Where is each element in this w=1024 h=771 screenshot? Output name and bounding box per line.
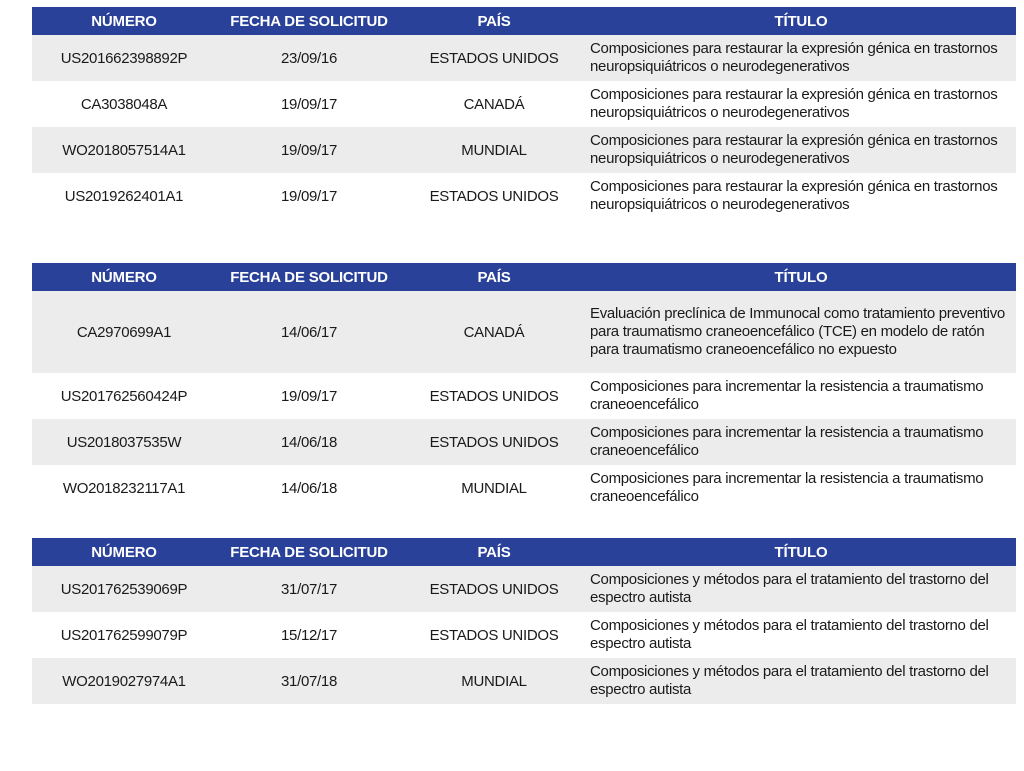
header-fecha: FECHA DE SOLICITUD — [216, 7, 402, 35]
cell-numero: US2018037535W — [32, 419, 216, 465]
cell-pais: ESTADOS UNIDOS — [402, 612, 586, 658]
cell-fecha: 14/06/17 — [216, 291, 402, 373]
cell-fecha: 15/12/17 — [216, 612, 402, 658]
cell-numero: US201762599079P — [32, 612, 216, 658]
cell-titulo: Composiciones para incrementar la resistencia a traumatismo craneoencefálico — [586, 419, 1016, 465]
cell-numero: WO2019027974A1 — [32, 658, 216, 704]
cell-pais: ESTADOS UNIDOS — [402, 373, 586, 419]
header-titulo: TÍTULO — [586, 263, 1016, 291]
cell-titulo: Evaluación preclínica de Immunocal como tratamiento preventivo para traumatismo craneoencefálico (TCE) en modelo de ratón para traumatismo craneoencefálico no expuesto — [586, 291, 1016, 373]
header-pais: PAÍS — [402, 7, 586, 35]
cell-numero: WO2018232117A1 — [32, 465, 216, 511]
cell-pais: MUNDIAL — [402, 127, 586, 173]
cell-pais: ESTADOS UNIDOS — [402, 566, 586, 612]
cell-numero: US201662398892P — [32, 35, 216, 81]
patent-table-2 — [32, 263, 1016, 511]
cell-pais: MUNDIAL — [402, 658, 586, 704]
cell-numero: WO2018057514A1 — [32, 127, 216, 173]
cell-pais: CANADÁ — [402, 81, 586, 127]
cell-fecha: 14/06/18 — [216, 419, 402, 465]
header-fecha: FECHA DE SOLICITUD — [216, 263, 402, 291]
table-row — [32, 419, 1016, 465]
cell-fecha: 14/06/18 — [216, 465, 402, 511]
cell-pais: ESTADOS UNIDOS — [402, 419, 586, 465]
table-header-row — [32, 7, 1016, 35]
table-row — [32, 127, 1016, 173]
patent-table-1 — [32, 7, 1016, 219]
table-row — [32, 465, 1016, 511]
patent-table-3 — [32, 538, 1016, 704]
cell-titulo: Composiciones para incrementar la resistencia a traumatismo craneoencefálico — [586, 465, 1016, 511]
cell-fecha: 31/07/18 — [216, 658, 402, 704]
cell-titulo: Composiciones para restaurar la expresión génica en trastornos neuropsiquiátricos o neurodegenerativos — [586, 35, 1016, 81]
header-titulo: TÍTULO — [586, 7, 1016, 35]
table-header-row — [32, 538, 1016, 566]
header-pais: PAÍS — [402, 538, 586, 566]
table-row — [32, 658, 1016, 704]
table-header-row — [32, 263, 1016, 291]
cell-numero: US2019262401A1 — [32, 173, 216, 219]
cell-titulo: Composiciones para restaurar la expresión génica en trastornos neuropsiquiátricos o neurodegenerativos — [586, 81, 1016, 127]
table-row — [32, 81, 1016, 127]
table-row — [32, 373, 1016, 419]
header-numero: NÚMERO — [32, 263, 216, 291]
table-row — [32, 566, 1016, 612]
header-titulo: TÍTULO — [586, 538, 1016, 566]
header-numero: NÚMERO — [32, 7, 216, 35]
cell-titulo: Composiciones para incrementar la resistencia a traumatismo craneoencefálico — [586, 373, 1016, 419]
cell-fecha: 19/09/17 — [216, 173, 402, 219]
cell-titulo: Composiciones y métodos para el tratamiento del trastorno del espectro autista — [586, 566, 1016, 612]
cell-fecha: 23/09/16 — [216, 35, 402, 81]
cell-numero: CA3038048A — [32, 81, 216, 127]
table-row — [32, 173, 1016, 219]
cell-numero: US201762539069P — [32, 566, 216, 612]
table-row — [32, 612, 1016, 658]
cell-titulo: Composiciones para restaurar la expresión génica en trastornos neuropsiquiátricos o neurodegenerativos — [586, 127, 1016, 173]
table-row — [32, 35, 1016, 81]
cell-fecha: 19/09/17 — [216, 81, 402, 127]
cell-numero: US201762560424P — [32, 373, 216, 419]
header-pais: PAÍS — [402, 263, 586, 291]
cell-pais: ESTADOS UNIDOS — [402, 173, 586, 219]
cell-numero: CA2970699A1 — [32, 291, 216, 373]
cell-pais: CANADÁ — [402, 291, 586, 373]
header-fecha: FECHA DE SOLICITUD — [216, 538, 402, 566]
cell-pais: ESTADOS UNIDOS — [402, 35, 586, 81]
cell-titulo: Composiciones para restaurar la expresión génica en trastornos neuropsiquiátricos o neurodegenerativos — [586, 173, 1016, 219]
cell-titulo: Composiciones y métodos para el tratamiento del trastorno del espectro autista — [586, 658, 1016, 704]
cell-fecha: 31/07/17 — [216, 566, 402, 612]
table-row — [32, 291, 1016, 373]
cell-pais: MUNDIAL — [402, 465, 586, 511]
cell-fecha: 19/09/17 — [216, 127, 402, 173]
header-numero: NÚMERO — [32, 538, 216, 566]
cell-titulo: Composiciones y métodos para el tratamiento del trastorno del espectro autista — [586, 612, 1016, 658]
cell-fecha: 19/09/17 — [216, 373, 402, 419]
